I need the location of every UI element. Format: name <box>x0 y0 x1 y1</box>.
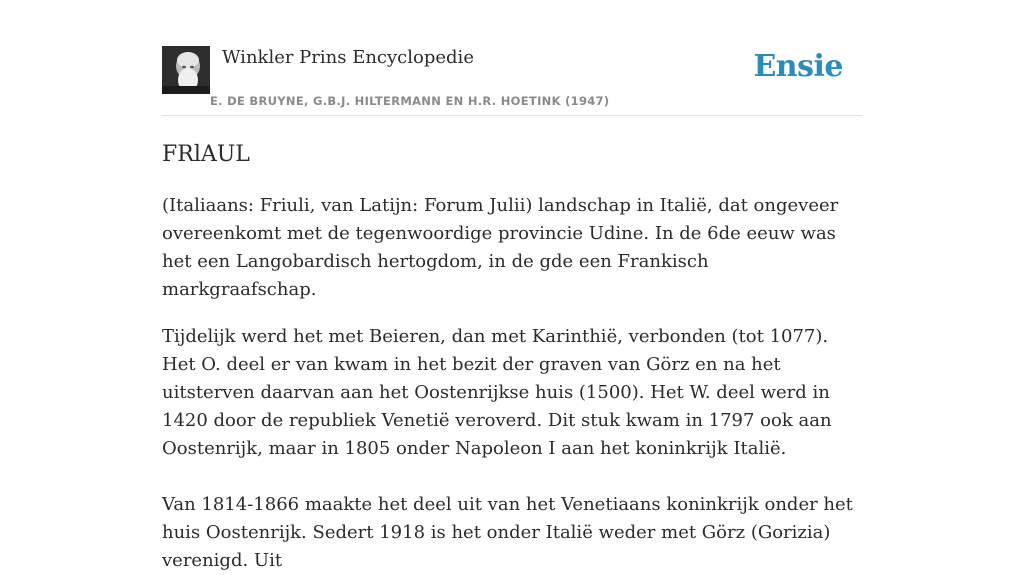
article <box>162 140 862 575</box>
article-paragraph: (Italiaans: Friuli, van Latijn: Forum Julii) landschap in Italië, dat ongeveer overeenkomt met de tegenwoordige provincie Udine. In de 6de eeuw was het een Langobardisch hertogdom, in de gde een Frankisch markgraafschap. <box>162 195 839 300</box>
article-title: FRlAUL <box>162 142 250 167</box>
article-paragraph: Van 1814-1866 maakte het deel uit van het Venetiaans koninkrijk onder het huis Oostenrijk. Sedert 1918 is het onder Italië weder met Görz (Gorizia) verenigd. Uit <box>162 494 853 571</box>
article-paragraph: Tijdelijk werd het met Beieren, dan met Karinthië, verbonden (tot 1077). Het O. deel er van kwam in het bezit der graven van Görz en na het uitsterven daarvan aan het Oostenrijkse huis (1500). Het W. deel werd in 1420 door de republiek Venetië veroverd. Dit stuk kwam in 1797 ook aan Oostenrijk, maar in 1805 onder Napoleon I aan het koninkrijk Italië. <box>162 326 832 459</box>
source-header <box>162 45 862 116</box>
source-title[interactable]: Winkler Prins Encyclopedie <box>222 47 474 68</box>
portrait-image <box>162 46 210 94</box>
author-avatar[interactable] <box>162 46 210 94</box>
brand-logo[interactable]: Ensie <box>753 49 843 84</box>
source-authors: E. DE BRUYNE, G.B.J. HILTERMANN EN H.R. HOETINK (1947) <box>210 94 610 108</box>
